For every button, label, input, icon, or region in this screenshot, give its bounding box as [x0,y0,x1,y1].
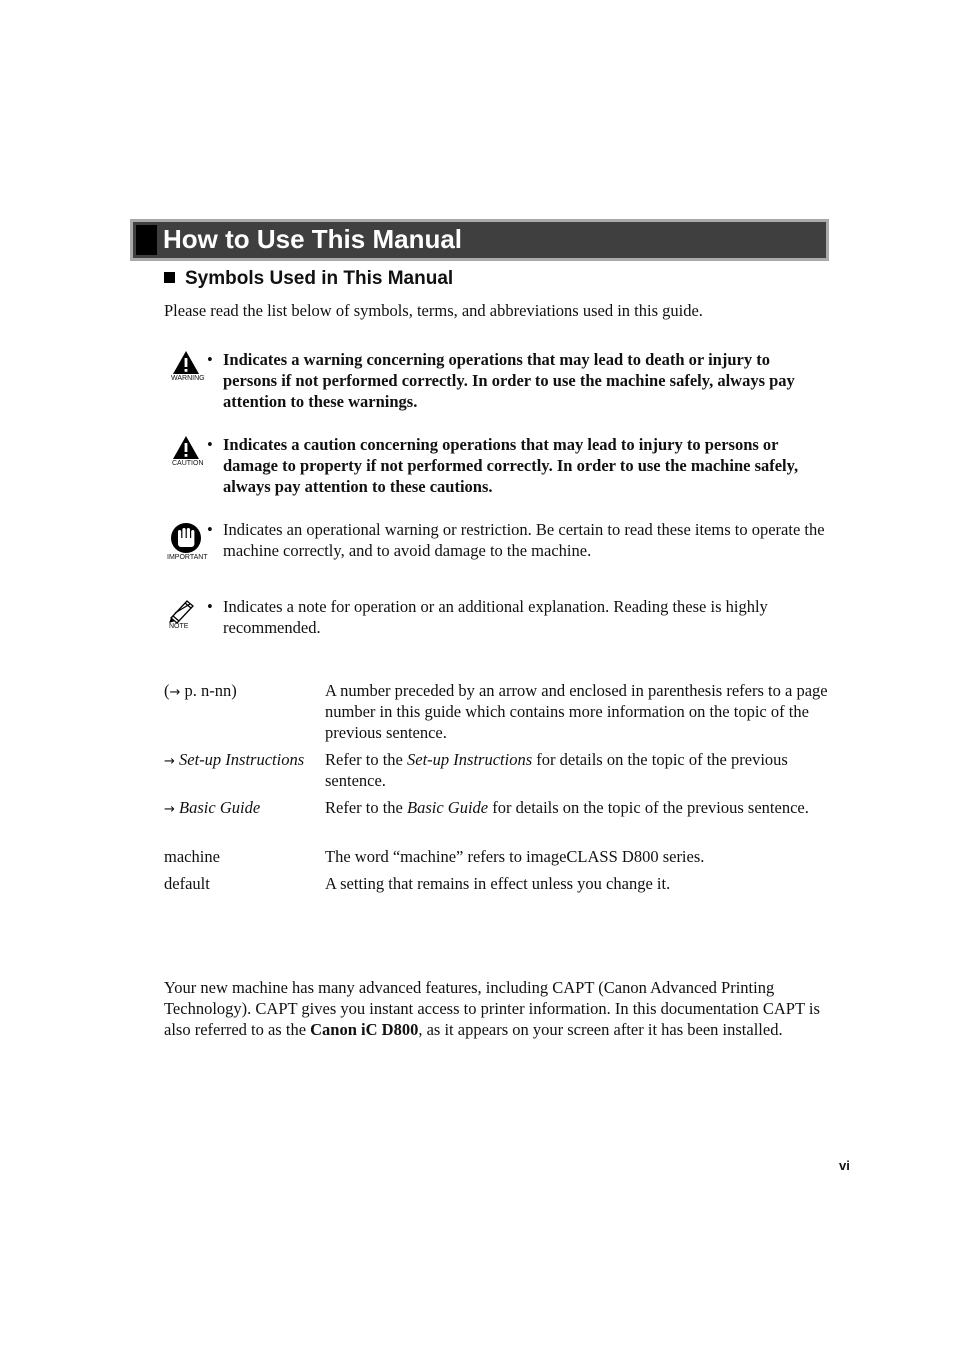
term-text: Basic Guide [179,798,261,817]
note-pencil-icon [164,596,210,656]
bullet: • [207,597,213,616]
important-hand-icon [164,519,210,579]
important-caption: IMPORTANT [167,554,208,561]
page-title: How to Use This Manual [163,224,463,254]
bullet: • [207,520,213,539]
caution-caption: CAUTION [172,460,204,467]
italic-reference: Basic Guide [407,798,489,817]
term-open-paren: ( [164,681,170,700]
warning-icon [164,349,210,409]
title-marker-block [136,225,157,255]
square-bullet-icon [164,272,175,283]
symbol-row-note [164,596,829,666]
definition-basic-guide: Refer to the Basic Guide for details on the topic of the previous sentence. [325,798,809,817]
caution-description: Indicates a caution concerning operations that may lead to injury to persons or damage to property if not performed correctly. In order to use the machine safely, always pay attention to these cautions. [223,435,799,496]
symbol-row-warning [164,349,829,419]
definition-page-reference: A number preceded by an arrow and enclosed in parenthesis refers to a page number in this guide which contains more information on the topic of the previous sentence. [325,681,828,742]
italic-reference: Set-up Instructions [407,750,533,769]
definition-default: A setting that remains in effect unless you change it. [325,874,671,893]
intro-paragraph: Please read the list below of symbols, terms, and abbreviations used in this guide. [164,301,703,320]
section-heading-text: Symbols Used in This Manual [185,268,454,289]
section-title-bar [130,219,829,261]
term-text: Set-up Instructions [179,750,305,769]
section-heading [164,267,453,291]
term-basic-guide [164,797,260,820]
page-number: vi [839,1158,850,1173]
closing-paragraph: Your new machine has many advanced features, including CAPT (Canon Advanced Printing Technology). CAPT gives you instant access to printer information. In this documentation CAPT is also referred to as the Canon iC D800, as it appears on your screen after it has been installed. [164,978,820,1039]
term-machine: machine [164,847,220,866]
definition-machine: The word “machine” refers to imageCLASS D800 series. [325,847,705,866]
bullet: • [207,435,213,454]
note-caption: NOTE [169,623,189,630]
warning-description: Indicates a warning concerning operations that may lead to death or injury to persons if not performed correctly. In order to use the machine safely, always pay attention to these warnings. [223,350,795,411]
arrow-icon: → [164,754,175,769]
term-setup-instructions [164,749,304,772]
term-default: default [164,874,210,893]
bullet: • [207,350,213,369]
product-name: Canon iC D800 [310,1020,419,1039]
symbol-row-important [164,519,829,589]
important-description: Indicates an operational warning or restriction. Be certain to read these items to operate the machine correctly, and to avoid damage to the machine. [223,520,825,560]
arrow-icon: → [169,685,181,700]
warning-caption: WARNING [171,375,205,382]
term-page-reference [164,680,237,703]
note-description: Indicates a note for operation or an additional explanation. Reading these is highly recommended. [223,597,768,637]
symbol-row-caution [164,434,829,504]
term-text: p. n-nn) [180,681,237,700]
caution-icon [164,434,210,494]
arrow-icon: → [164,802,175,817]
definition-setup-instructions: Refer to the Set-up Instructions for details on the topic of the previous sentence. [325,750,788,790]
